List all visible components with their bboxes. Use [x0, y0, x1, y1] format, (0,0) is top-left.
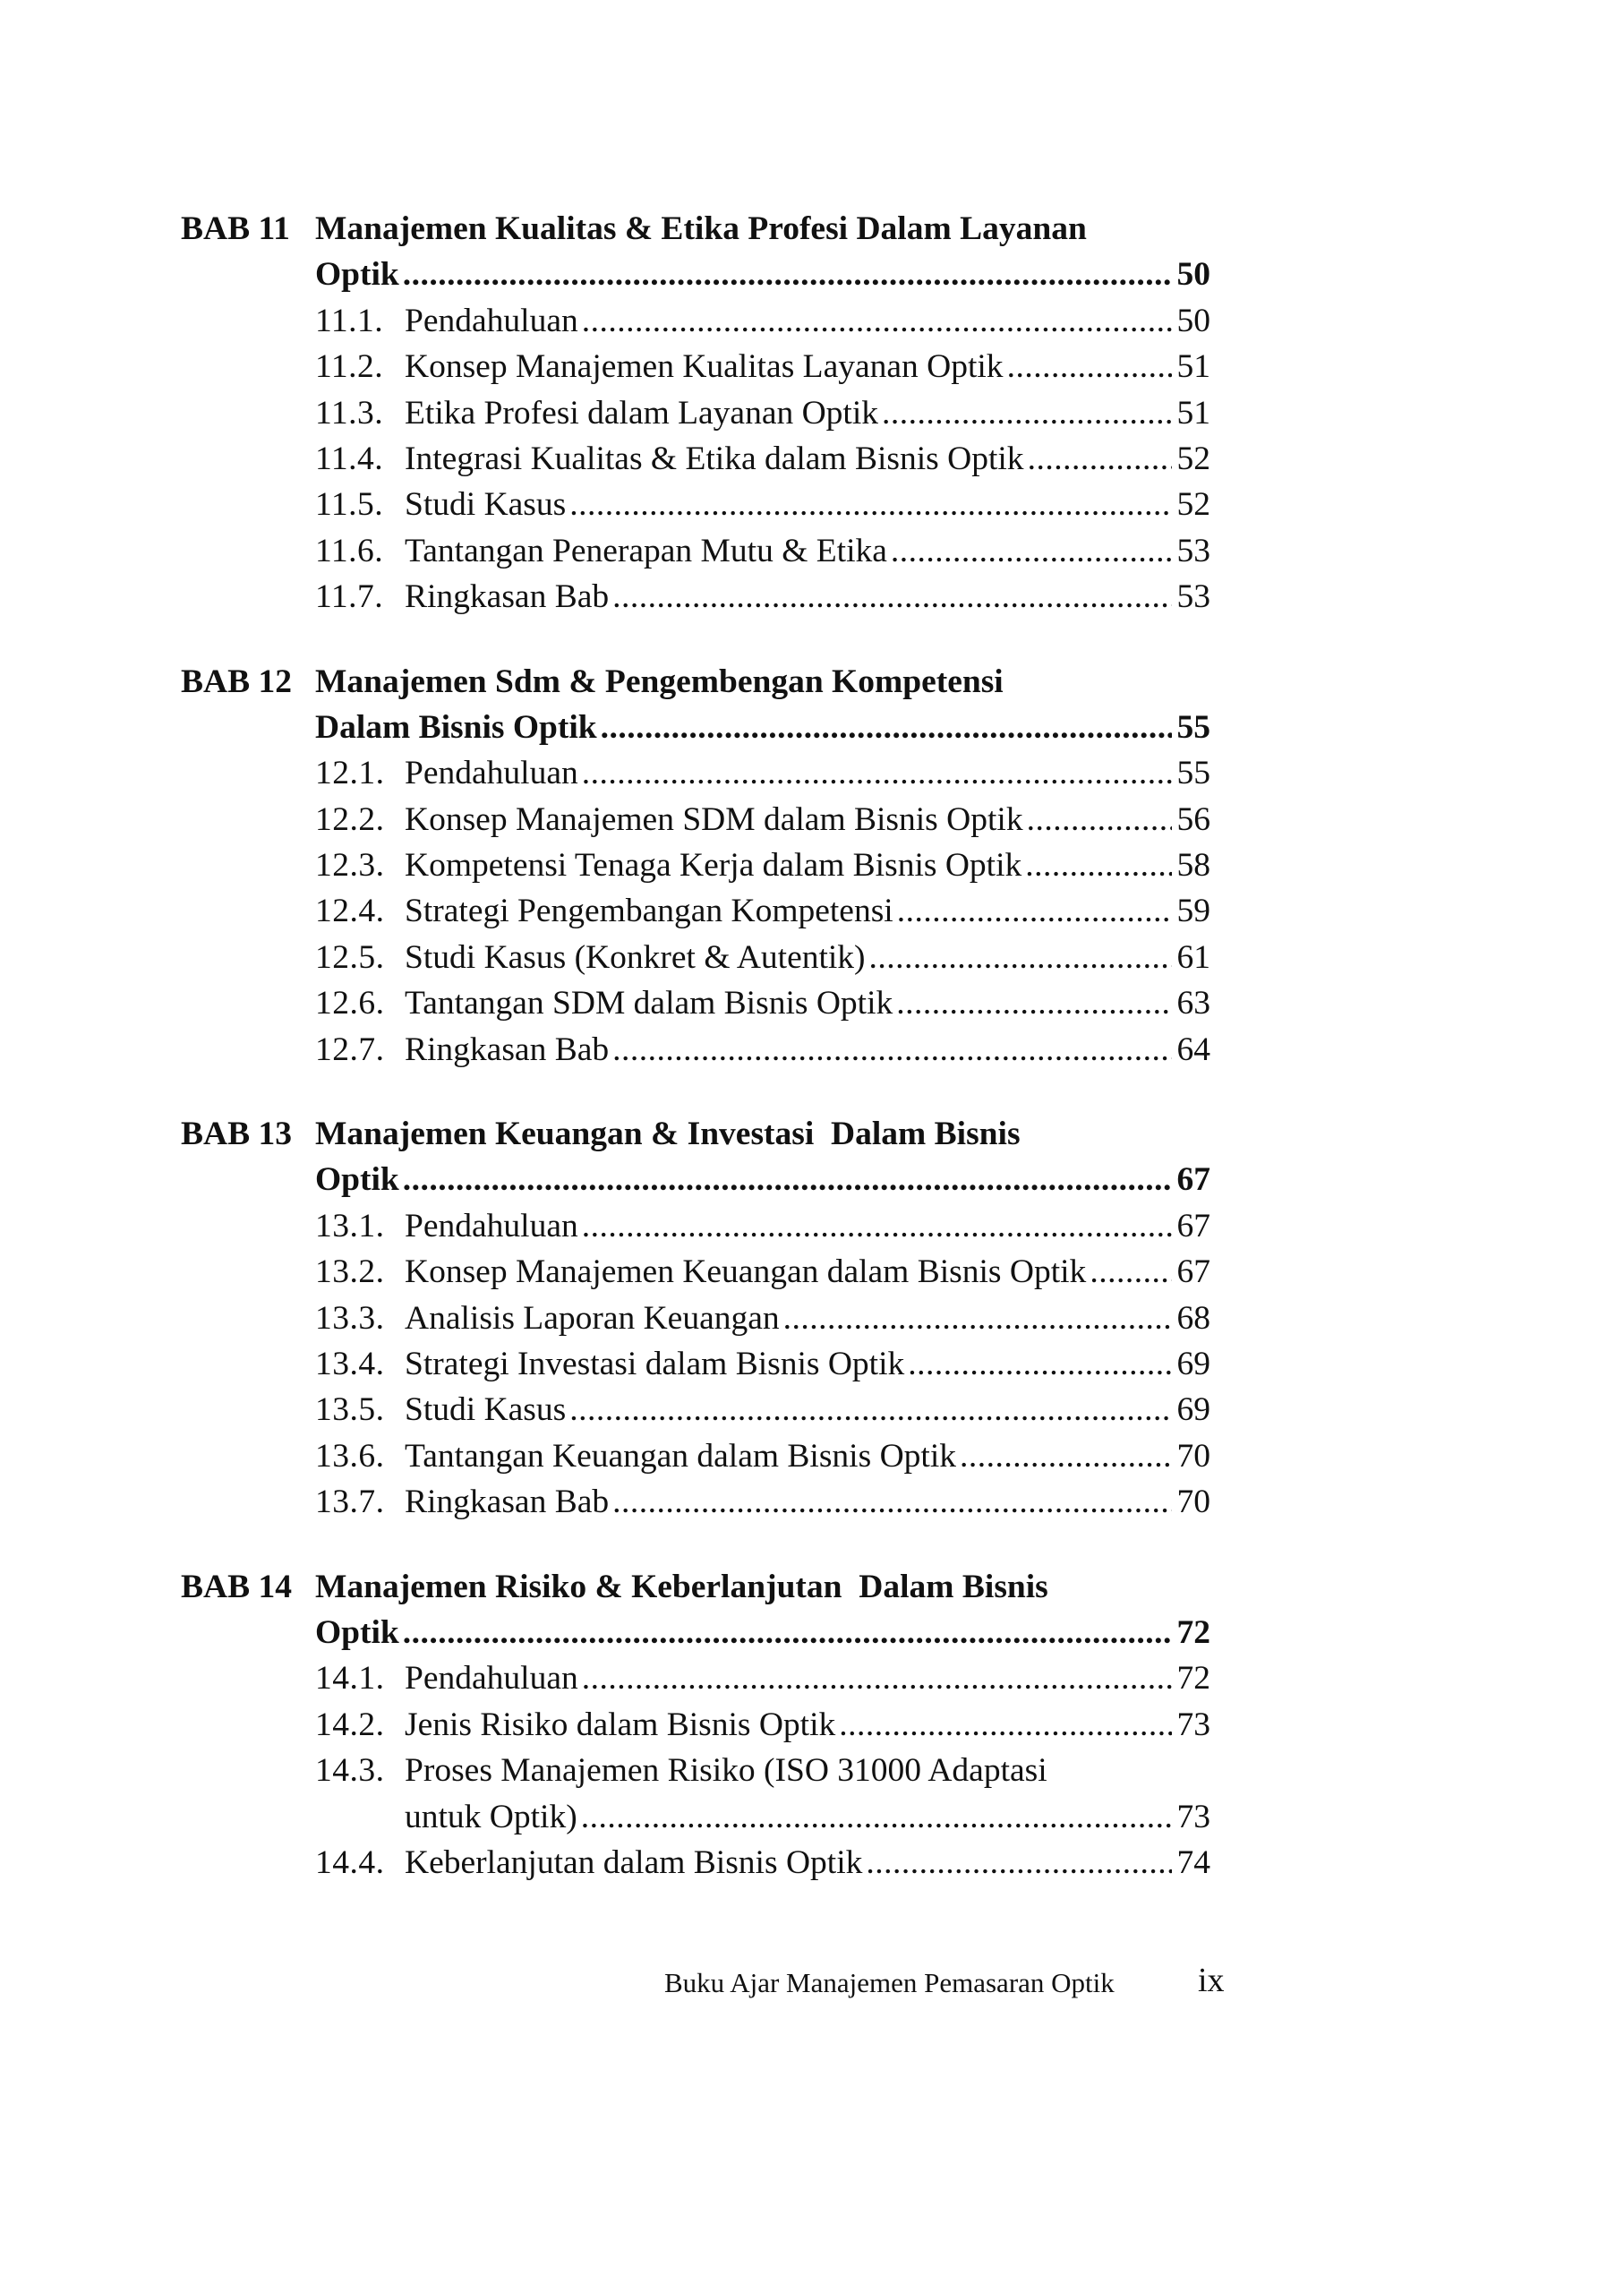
dot-leader: [1027, 797, 1172, 842]
chapter-heading-cont: [181, 1610, 1210, 1655]
toc-entry[interactable]: [181, 980, 1210, 1026]
table-of-contents: [181, 206, 1210, 1924]
chapter-bab-13: [181, 1111, 1210, 1526]
section-number: 14.3.: [315, 1752, 385, 1790]
section-page-number: 50: [1176, 302, 1210, 339]
section-page-number: 58: [1176, 847, 1210, 885]
toc-entry[interactable]: [181, 750, 1210, 796]
dot-leader: [1028, 436, 1172, 482]
section-number: 12.6.: [315, 985, 385, 1022]
dot-leader: [612, 1027, 1171, 1073]
dot-leader: [896, 980, 1171, 1026]
toc-entry[interactable]: [181, 528, 1210, 574]
toc-entry[interactable]: [181, 1433, 1210, 1479]
toc-entry[interactable]: [181, 1203, 1210, 1249]
section-title: Pendahuluan: [405, 1207, 578, 1244]
chapter-heading: [181, 1111, 1210, 1157]
dot-leader: [569, 482, 1171, 527]
toc-entry[interactable]: [181, 574, 1210, 620]
dot-leader: [612, 574, 1171, 620]
chapter-title: Manajemen Risiko & Keberlanjutan Dalam Bisnis: [315, 1568, 1048, 1605]
chapter-label: BAB 13: [181, 1116, 292, 1153]
section-number: 11.7.: [315, 578, 384, 616]
section-number: 12.7.: [315, 1031, 385, 1068]
section-page-number: 63: [1176, 985, 1210, 1022]
dot-leader: [582, 298, 1172, 344]
section-page-number: 67: [1176, 1207, 1210, 1244]
section-page-number: 52: [1176, 486, 1210, 524]
section-title: Tantangan Penerapan Mutu & Etika: [405, 532, 887, 569]
section-number: 12.4.: [315, 893, 385, 930]
toc-entry[interactable]: [181, 1341, 1210, 1387]
dot-leader: [882, 390, 1171, 436]
toc-entry[interactable]: [181, 1655, 1210, 1701]
section-title: Ringkasan Bab: [405, 1484, 610, 1521]
section-number: 13.7.: [315, 1484, 385, 1521]
section-number: 13.1.: [315, 1207, 385, 1244]
chapter-title-cont: Optik: [315, 1613, 399, 1651]
section-number: 13.6.: [315, 1437, 385, 1475]
section-title: Proses Manajemen Risiko (ISO 31000 Adaptasi: [405, 1752, 1047, 1790]
section-title: Studi Kasus (Konkret & Autentik): [405, 938, 866, 976]
chapter-title-cont: Optik: [315, 1161, 399, 1199]
section-number: 12.3.: [315, 847, 385, 885]
section-title: Studi Kasus: [405, 486, 567, 524]
chapter-heading-cont: [181, 1157, 1210, 1202]
toc-entry[interactable]: [181, 797, 1210, 842]
section-page-number: 51: [1176, 348, 1210, 386]
section-number: 13.5.: [315, 1391, 385, 1429]
section-page-number: 53: [1176, 578, 1210, 616]
chapter-heading: [181, 206, 1210, 252]
dot-leader: [897, 888, 1172, 934]
chapter-label: BAB 12: [181, 663, 292, 700]
section-number: 11.2.: [315, 348, 384, 386]
dot-leader: [783, 1296, 1172, 1341]
section-title: Konsep Manajemen SDM dalam Bisnis Optik: [405, 800, 1023, 838]
section-number: 12.1.: [315, 755, 385, 792]
section-title: Tantangan Keuangan dalam Bisnis Optik: [405, 1437, 956, 1475]
chapter-label: BAB 14: [181, 1568, 292, 1605]
section-title: Integrasi Kualitas & Etika dalam Bisnis Optik: [405, 440, 1024, 477]
chapter-heading-cont: [181, 252, 1210, 297]
section-page-number: 56: [1176, 800, 1210, 838]
section-title: Pendahuluan: [405, 1660, 578, 1698]
section-page-number: 69: [1176, 1391, 1210, 1429]
section-page-number: 59: [1176, 893, 1210, 930]
toc-entry[interactable]: [181, 298, 1210, 344]
chapter-bab-12: [181, 659, 1210, 1073]
chapter-title: Manajemen Keuangan & Investasi Dalam Bisnis: [315, 1116, 1021, 1153]
dot-leader: [582, 750, 1172, 796]
dot-leader: [403, 1157, 1172, 1202]
chapter-bab-11: [181, 206, 1210, 620]
section-number: 13.3.: [315, 1299, 385, 1337]
section-title: Kompetensi Tenaga Kerja dalam Bisnis Optik: [405, 847, 1022, 885]
section-title-cont: untuk Optik): [405, 1798, 577, 1835]
dot-leader: [612, 1479, 1171, 1525]
chapter-heading: [181, 1564, 1210, 1610]
section-number: 11.1.: [315, 302, 384, 339]
section-title: Pendahuluan: [405, 755, 578, 792]
section-page-number: 69: [1176, 1345, 1210, 1382]
dot-leader: [869, 935, 1172, 980]
dot-leader: [403, 1610, 1172, 1655]
chapter-page-number: 67: [1176, 1161, 1210, 1199]
section-number: 14.2.: [315, 1706, 385, 1743]
section-page-number: 64: [1176, 1031, 1210, 1068]
section-page-number: 74: [1176, 1843, 1210, 1881]
section-number: 12.5.: [315, 938, 385, 976]
dot-leader: [601, 705, 1172, 750]
dot-leader: [1025, 842, 1171, 888]
section-title: Tantangan SDM dalam Bisnis Optik: [405, 985, 893, 1022]
toc-entry[interactable]: [181, 1387, 1210, 1432]
toc-entry[interactable]: [181, 935, 1210, 980]
section-title: Pendahuluan: [405, 302, 578, 339]
section-number: 14.1.: [315, 1660, 385, 1698]
section-page-number: 52: [1176, 440, 1210, 477]
chapter-page-number: 72: [1176, 1613, 1210, 1651]
chapter-title-cont: Optik: [315, 256, 399, 294]
chapter-title-cont: Dalam Bisnis Optik: [315, 708, 597, 746]
section-number: 11.5.: [315, 486, 384, 524]
section-number: 11.4.: [315, 440, 384, 477]
dot-leader: [866, 1840, 1171, 1886]
chapter-page-number: 55: [1176, 708, 1210, 746]
section-title: Ringkasan Bab: [405, 1031, 610, 1068]
chapter-heading: [181, 659, 1210, 705]
toc-entry[interactable]: [181, 1840, 1210, 1886]
section-page-number: 73: [1176, 1798, 1210, 1835]
section-page-number: 51: [1176, 394, 1210, 432]
section-title: Strategi Investasi dalam Bisnis Optik: [405, 1345, 905, 1382]
section-title: Konsep Manajemen Kualitas Layanan Optik: [405, 348, 1004, 386]
chapter-title-entry[interactable]: [315, 1610, 1210, 1655]
section-title: Ringkasan Bab: [405, 578, 610, 616]
toc-entry[interactable]: [181, 1296, 1210, 1341]
section-page-number: 73: [1176, 1706, 1210, 1743]
chapter-title: Manajemen Sdm & Pengembengan Kompetensi: [315, 663, 1004, 700]
section-page-number: 72: [1176, 1660, 1210, 1698]
section-title: Konsep Manajemen Keuangan dalam Bisnis Optik: [405, 1253, 1087, 1291]
toc-entry-multiline[interactable]: [181, 1748, 1210, 1793]
dot-leader: [839, 1702, 1171, 1748]
toc-entry[interactable]: [181, 842, 1210, 888]
chapter-title: Manajemen Kualitas & Etika Profesi Dalam Layanan: [315, 210, 1087, 247]
section-page-number: 67: [1176, 1253, 1210, 1291]
chapter-title-entry[interactable]: [315, 252, 1210, 297]
toc-entry[interactable]: [181, 482, 1210, 527]
dot-leader: [960, 1433, 1172, 1479]
toc-entry[interactable]: [181, 436, 1210, 482]
dot-leader: [1090, 1249, 1171, 1295]
dot-leader: [582, 1203, 1172, 1249]
dot-leader: [891, 528, 1172, 574]
dot-leader: [403, 252, 1172, 297]
section-title: Keberlanjutan dalam Bisnis Optik: [405, 1843, 863, 1881]
section-number: 13.4.: [315, 1345, 385, 1382]
toc-entry[interactable]: [181, 1249, 1210, 1295]
section-title: Etika Profesi dalam Layanan Optik: [405, 394, 879, 432]
dot-leader: [582, 1655, 1172, 1701]
toc-entry[interactable]: [181, 1479, 1210, 1525]
chapter-bab-14: [181, 1564, 1210, 1886]
toc-entry[interactable]: [181, 1702, 1210, 1748]
section-title: Jenis Risiko dalam Bisnis Optik: [405, 1706, 836, 1743]
chapter-label: BAB 11: [181, 210, 290, 247]
dot-leader: [569, 1387, 1171, 1432]
footer-book-title: Buku Ajar Manajemen Pemasaran Optik: [664, 1967, 1115, 1998]
chapter-title-entry[interactable]: [315, 1157, 1210, 1202]
chapter-page-number: 50: [1176, 256, 1210, 294]
toc-entry[interactable]: [181, 344, 1210, 389]
section-number: 14.4.: [315, 1843, 385, 1881]
toc-entry-cont[interactable]: [181, 1794, 1210, 1840]
footer-page-number: ix: [1198, 1962, 1225, 1999]
section-number: 12.2.: [315, 800, 385, 838]
section-number: 11.3.: [315, 394, 384, 432]
toc-entry[interactable]: [181, 1027, 1210, 1073]
toc-entry[interactable]: [181, 888, 1210, 934]
section-page-number: 55: [1176, 755, 1210, 792]
section-page-number: 53: [1176, 532, 1210, 569]
section-page-number: 68: [1176, 1299, 1210, 1337]
section-title: Studi Kasus: [405, 1391, 567, 1429]
dot-leader: [581, 1794, 1172, 1840]
section-page-number: 61: [1176, 938, 1210, 976]
section-title: Analisis Laporan Keuangan: [405, 1299, 780, 1337]
section-title: Strategi Pengembangan Kompetensi: [405, 893, 893, 930]
dot-leader: [908, 1341, 1171, 1387]
section-page-number: 70: [1176, 1484, 1210, 1521]
chapter-title-entry[interactable]: [315, 705, 1210, 750]
chapter-heading-cont: [181, 705, 1210, 750]
dot-leader: [1007, 344, 1172, 389]
toc-entry[interactable]: [181, 390, 1210, 436]
section-number: 11.6.: [315, 532, 384, 569]
section-number: 13.2.: [315, 1253, 385, 1291]
section-page-number: 70: [1176, 1437, 1210, 1475]
